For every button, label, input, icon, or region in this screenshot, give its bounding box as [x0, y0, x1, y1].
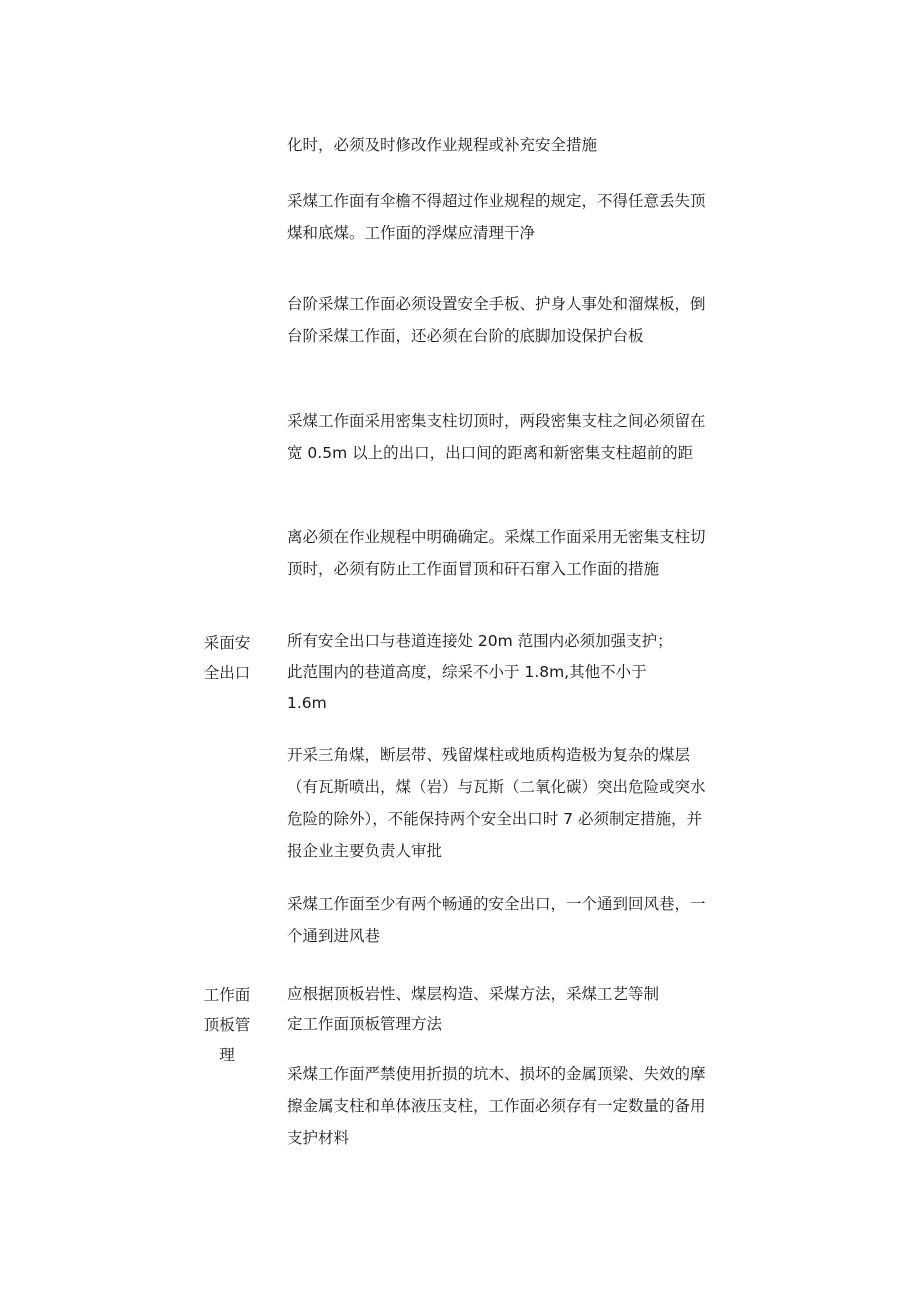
paragraph-exit-support: 所有安全出口与巷道连接处 20m 范围内必须加强支护； 此范围内的巷道高度，综采不小于 1.8m,其他不小于 1.6m [287, 632, 673, 712]
paragraph-roof-method: 应根据顶板岩性、煤层构造、采煤方法，采煤工艺等制 定工作面顶板管理方法 [287, 985, 660, 1033]
paragraph-prohibited-supports: 采煤工作面严禁使用折损的坑木、损坏的金属顶梁、失效的摩 擦金属支柱和单体液压支柱，工作面必须存有一定数量的备用 支护材料 [287, 1065, 706, 1147]
paragraph-triangular-coal: 开采三角煤，断层带、残留煤柱或地质构造极为复杂的煤层 （有瓦斯喷出，煤（岩）与瓦斯（二氧化碳）突出危险或突水 危险的除外），不能保持两个安全出口时 7 必须制定措施，并 报企业主要负责人审批 [287, 746, 706, 860]
paragraph-step-face: 台阶采煤工作面必须设置安全手板、护身人事处和溜煤板，倒 台阶采煤工作面，还必须在台阶的底脚加设保护台板 [287, 295, 706, 345]
section-label-safety-exits: 采面安 全出口 [203, 634, 251, 682]
paragraph-dense-props: 采煤工作面采用密集支柱切顶时，两段密集支柱之间必须留在 宽 0.5m 以上的出口，出口间的距离和新密集支柱超前的距 [287, 412, 706, 462]
section-label-roof-management: 工作面 顶板管 理 [203, 986, 251, 1064]
paragraph-canopy-rules: 采煤工作面有伞檐不得超过作业规程的规定，不得任意丢失顶 煤和底煤。工作面的浮煤应清理干净 [287, 192, 706, 242]
paragraph-two-exits: 采煤工作面至少有两个畅通的安全出口，一个通到回风巷，一 个通到进风巷 [287, 895, 706, 945]
paragraph-no-dense-props: 离必须在作业规程中明确确定。采煤工作面采用无密集支柱切 顶时，必须有防止工作面冒顶和矸石窜入工作面的措施 [287, 528, 706, 578]
paragraph-revise-rules: 化时，必须及时修改作业规程或补充安全措施 [287, 136, 598, 154]
